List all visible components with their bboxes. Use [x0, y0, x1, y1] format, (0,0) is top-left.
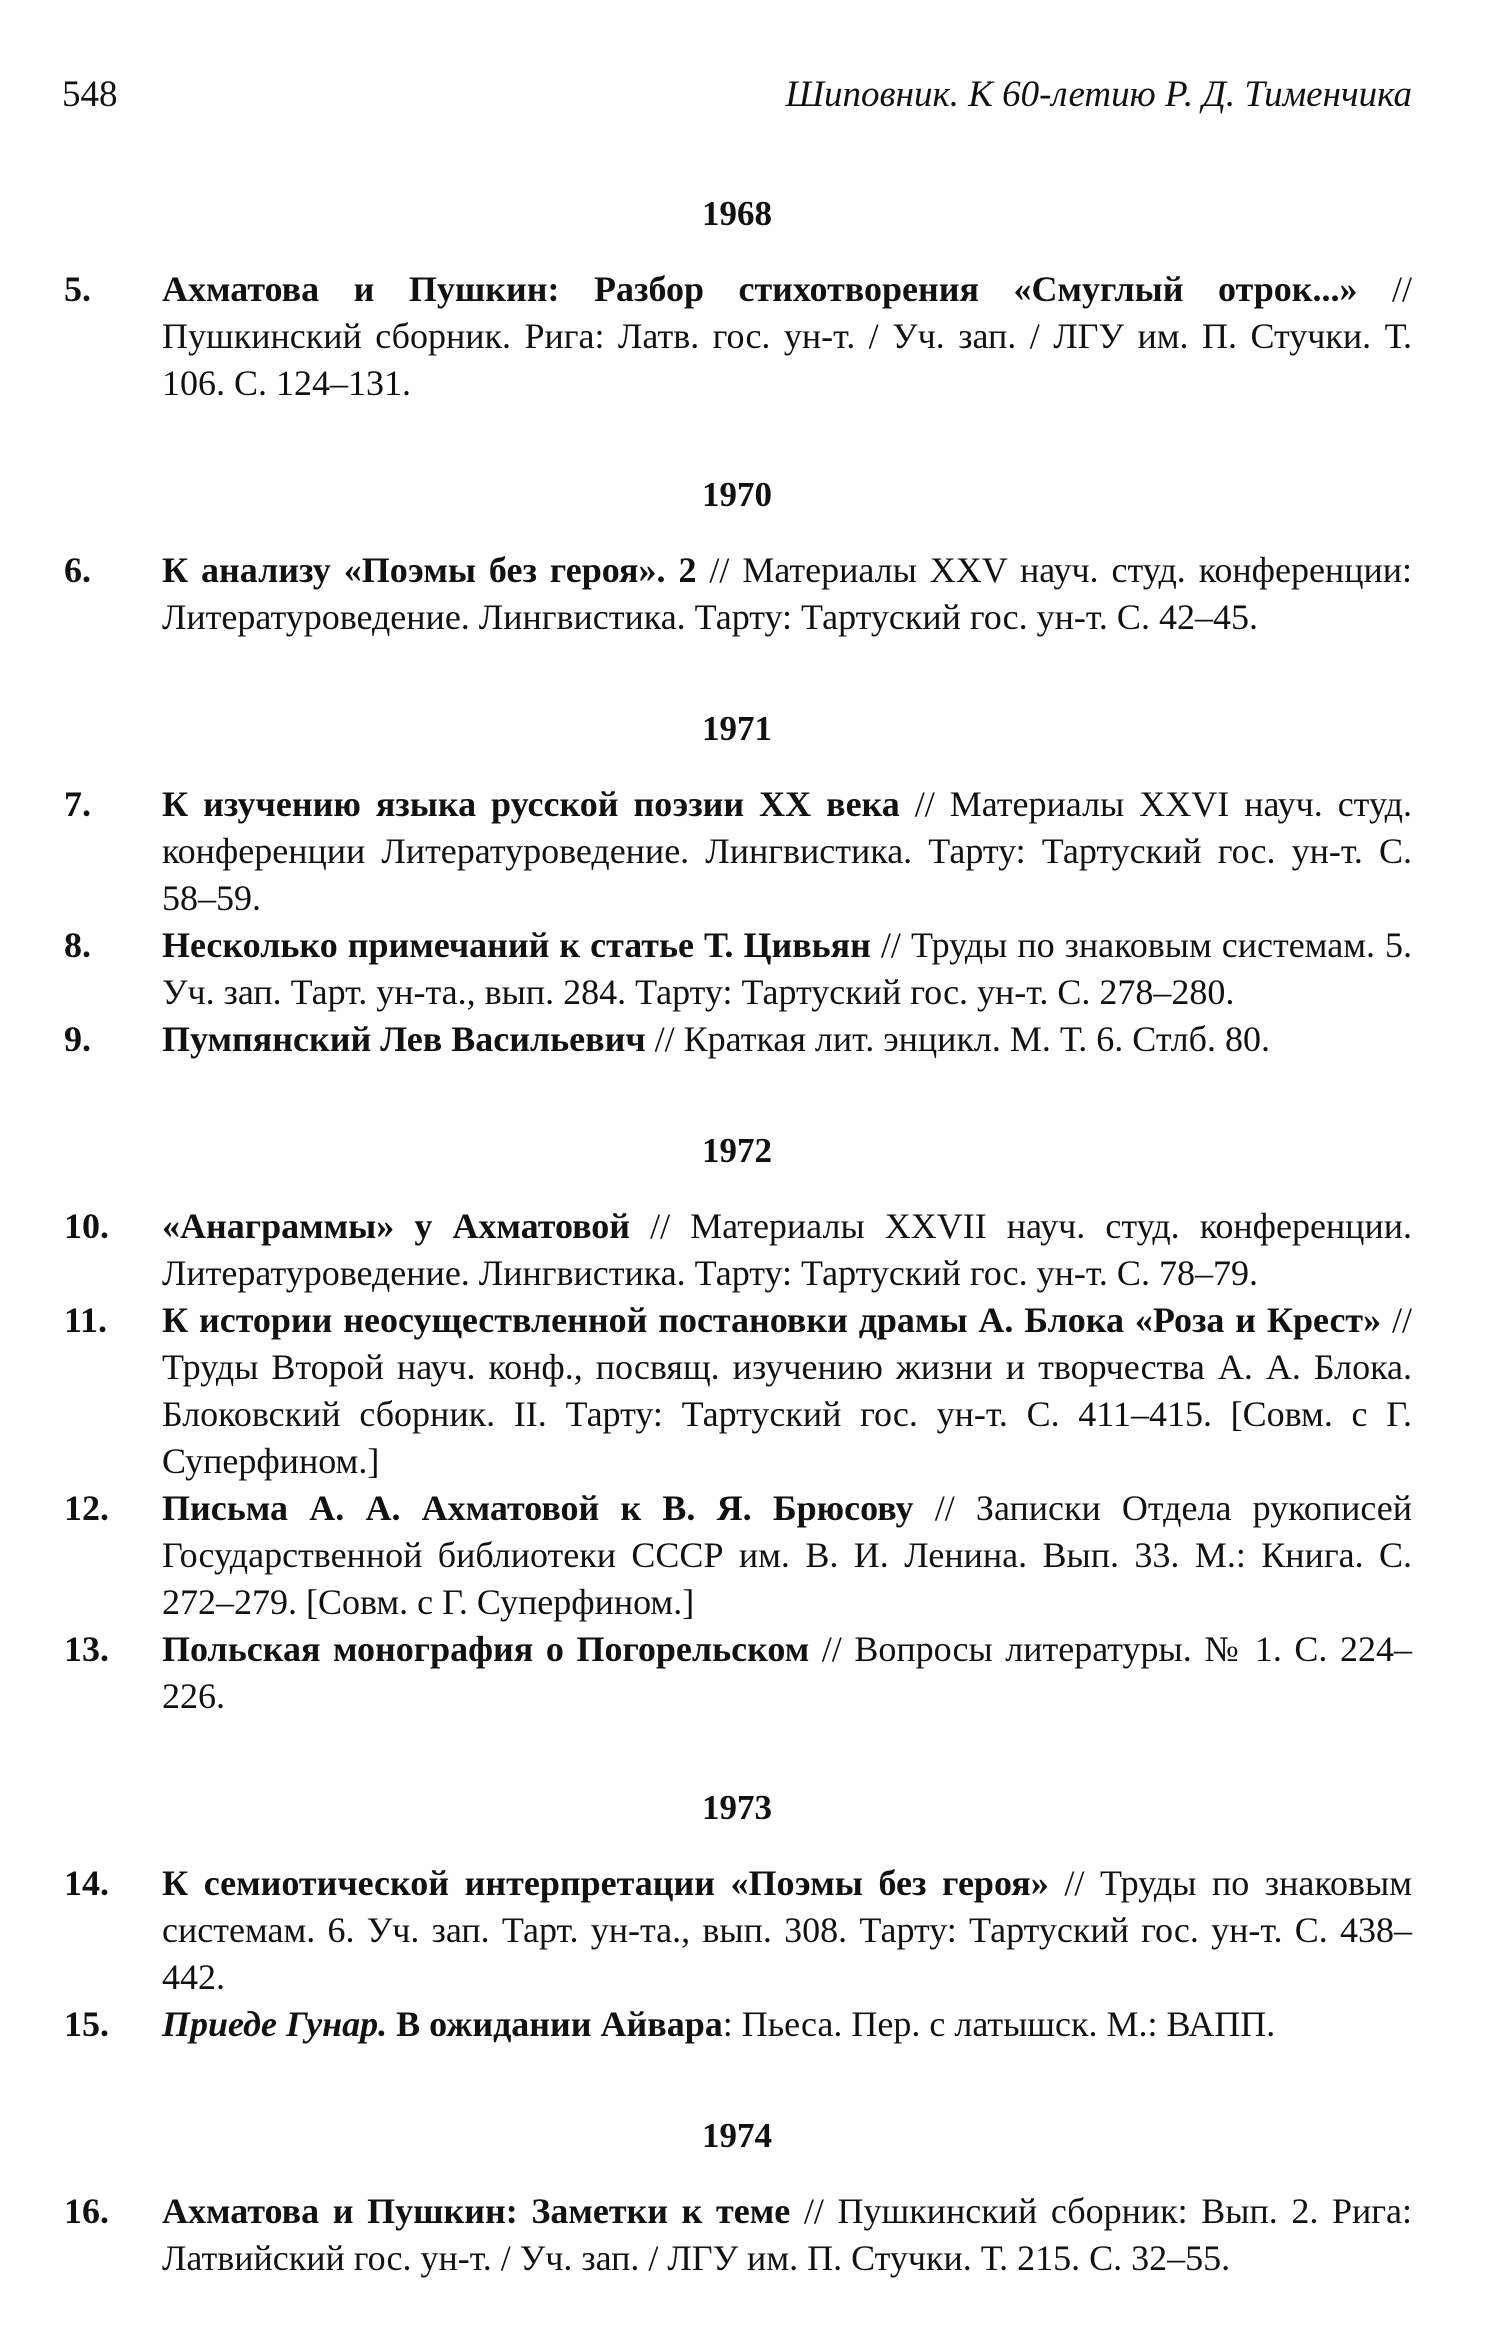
entry-title: К семиотической интерпретации «Поэмы без героя»	[162, 1863, 1049, 1903]
year-section-1972	[62, 1129, 1412, 1720]
entry-citation: // Труды по знаковым системам. 5. Уч. зап. Тарт. ун-та., вып. 284. Тарту: Тартуский гос. ун-т. С. 278–280.	[162, 925, 1412, 1012]
year-section-1971	[62, 707, 1412, 1063]
entry-citation: // Вопросы литературы. № 1. С. 224–226.	[162, 1629, 1413, 1716]
entry-citation: // Материалы XXVI науч. студ. конференции Литературоведение. Лингвистика. Тарту: Тартуский гос. ун-т. С. 58–59.	[162, 784, 1412, 918]
bibliography	[62, 160, 1412, 2348]
page-number: 548	[62, 74, 118, 115]
entry-citation: // Материалы XXV науч. студ. конференции: Литературоведение. Лингвистика. Тарту: Тартуский гос. ун-т. С. 42–45.	[162, 550, 1412, 637]
entry-number: 9.	[64, 1019, 91, 1059]
bibliography-entry	[62, 2188, 1412, 2282]
entry-number: 16.	[64, 2191, 109, 2231]
entry-number: 11.	[64, 1300, 108, 1340]
entry-title: Письма А. А. Ахматовой к В. Я. Брюсову	[162, 1488, 914, 1528]
bibliography-entry	[62, 781, 1412, 922]
entry-title: Ахматова и Пушкин: Заметки к теме	[162, 2191, 791, 2231]
running-title: Шиповник. К 60-летию Р. Д. Тименчика	[785, 74, 1412, 115]
entry-author: Приеде Гунар.	[162, 2004, 388, 2044]
year-section-1973	[62, 1786, 1412, 2048]
entry-number: 6.	[64, 550, 91, 590]
year-heading: 1968	[702, 194, 772, 233]
bibliography-entry	[62, 266, 1412, 407]
year-heading: 1971	[702, 709, 772, 748]
entry-title: Пумпянский Лев Васильевич	[162, 1019, 646, 1059]
bibliography-entry	[62, 1203, 1412, 1297]
entry-number: 14.	[64, 1863, 109, 1903]
year-heading: 1972	[702, 1131, 772, 1170]
entry-title: В ожидании Айвара	[387, 2004, 723, 2044]
bibliography-entry	[62, 1016, 1412, 1063]
entry-number: 7.	[64, 784, 91, 824]
entry-title: К изучению языка русской поэзии XX века	[162, 784, 900, 824]
bibliography-entry	[62, 547, 1412, 641]
entry-citation: // Краткая лит. энцикл. М. Т. 6. Стлб. 80.	[645, 1019, 1270, 1059]
year-section-1970	[62, 473, 1412, 641]
entry-number: 13.	[64, 1629, 109, 1669]
bibliography-entry	[62, 2001, 1412, 2048]
entry-citation: // Труды Второй науч. конф., посвящ. изучению жизни и творчества А. А. Блока. Блоковский сборник. II. Тарту: Тартуский гос. ун-т. С. 411–415. [Совм. с Г. Суперфином.]	[162, 1300, 1412, 1481]
bibliography-entry	[62, 922, 1412, 1016]
entry-title: К анализу «Поэмы без героя». 2	[162, 550, 697, 590]
entry-citation: : Пьеса. Пер. с латышск. М.: ВАПП.	[722, 2004, 1276, 2044]
entry-number: 10.	[64, 1206, 109, 1246]
entry-number: 12.	[64, 1488, 109, 1528]
entry-citation: // Записки Отдела рукописей Государственной библиотеки СССР им. В. И. Ленина. Вып. 33. М.: Книга. С. 272–279. [Совм. с Г. Суперфином.]	[162, 1488, 1413, 1622]
bibliography-entry	[62, 1485, 1412, 1626]
entry-title: Несколько примечаний к статье Т. Цивьян	[162, 925, 871, 965]
year-section-1968	[62, 192, 1412, 407]
entry-citation: // Материалы XXVII науч. студ. конференции. Литературоведение. Лингвистика. Тарту: Тартуский гос. ун-т. С. 78–79.	[162, 1206, 1412, 1293]
entry-title: К истории неосуществленной постановки драмы А. Блока «Роза и Крест»	[162, 1300, 1382, 1340]
entry-citation: // Пушкинский сборник: Вып. 2. Рига: Латвийский гос. ун-т. / Уч. зап. / ЛГУ им. П. Стучки. Т. 215. С. 32–55.	[162, 2191, 1413, 2278]
running-head	[62, 70, 1412, 120]
entry-title: Ахматова и Пушкин: Разбор стихотворения «Смуглый отрок...»	[162, 269, 1358, 309]
entry-number: 15.	[64, 2004, 109, 2044]
entry-title: Польская монография о Погорельском	[162, 1629, 810, 1669]
bibliography-entry	[62, 1626, 1412, 1720]
year-heading: 1973	[702, 1788, 772, 1827]
entry-title: «Анаграммы» у Ахматовой	[162, 1206, 630, 1246]
entry-number: 8.	[64, 925, 91, 965]
bibliography-entry	[62, 1860, 1412, 2001]
year-heading: 1970	[702, 475, 772, 514]
year-heading: 1974	[702, 2116, 772, 2155]
year-section-1974	[62, 2114, 1412, 2282]
entry-citation: // Труды по знаковым системам. 6. Уч. зап. Тарт. ун-та., вып. 308. Тарту: Тартуский гос. ун-т. С. 438–442.	[162, 1863, 1412, 1997]
entry-number: 5.	[64, 269, 91, 309]
bibliography-entry	[62, 1297, 1412, 1485]
entry-citation: // Пушкинский сборник. Рига: Латв. гос. ун-т. / Уч. зап. / ЛГУ им. П. Стучки. Т. 106. С. 124–131.	[162, 269, 1412, 403]
